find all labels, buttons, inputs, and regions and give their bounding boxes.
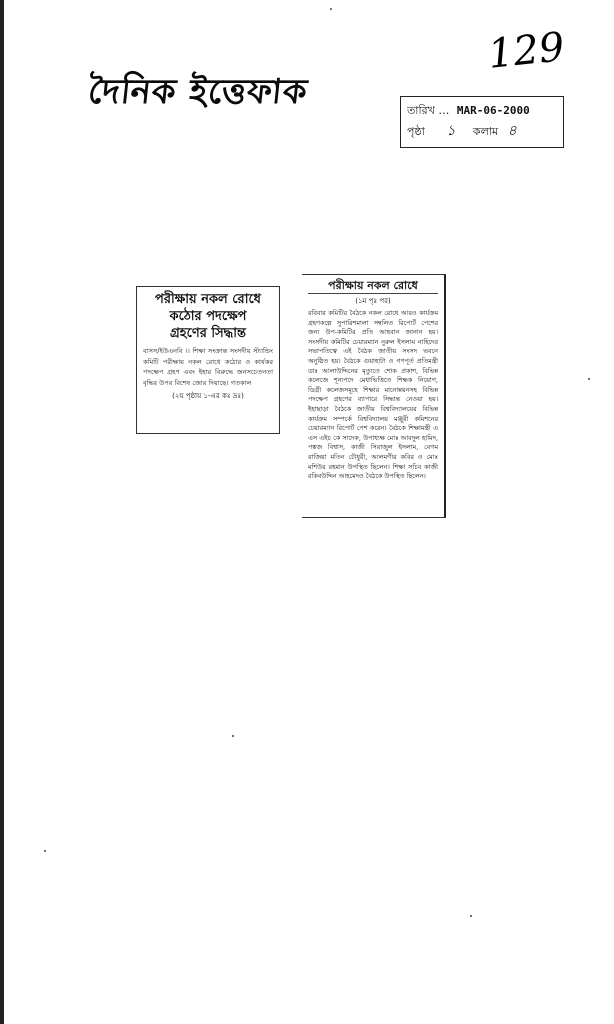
newspaper-masthead: দৈনিক ইত্তেফাক bbox=[86, 72, 310, 112]
stamp-page-row bbox=[407, 121, 557, 142]
stamp-column-value: ৪ bbox=[507, 123, 517, 139]
clipping-headline: পরীক্ষায় নকল রোধে কঠোর পদক্ষেপ গ্রহণের সিদ্ধান্ত bbox=[155, 292, 261, 341]
stamp-date-row: তারিখ … MAR-06-2000 bbox=[407, 104, 530, 117]
news-clipping-front bbox=[136, 286, 280, 434]
clipping-headline: পরীক্ষায় নকল রোধে bbox=[308, 279, 438, 294]
handwritten-page-number: 129 bbox=[485, 24, 567, 78]
clipping-continuation: (২য় পৃষ্ঠায় ১-এর কঃ দ্রঃ) bbox=[172, 392, 244, 401]
scan-speck bbox=[44, 850, 46, 852]
scan-edge bbox=[0, 0, 4, 1024]
scan-speck bbox=[232, 735, 234, 737]
stamp-date-label: তারিখ bbox=[407, 104, 435, 117]
clipping-subhead: (১ম পৃঃ পর) bbox=[355, 297, 391, 305]
archive-stamp bbox=[400, 96, 564, 148]
stamp-page-value: ১ bbox=[446, 123, 456, 139]
scan-speck bbox=[330, 8, 332, 10]
stamp-page-label: পৃষ্ঠা bbox=[407, 125, 425, 138]
scan-speck bbox=[588, 378, 590, 380]
clipping-body: রবিবার কমিটির বৈঠকে নকল রোধে আরও কার্যক্রম গ্রহণকল্পে সুপারিশমালা সম্বলিত রিপোর্ট পেশের জন্য উপ-কমিটির প্রতি আহবান জানান হয়। সংসদীয় কমিটির চেয়ারম্যান নুরুল ইসলাম নাহিদের সভাপতিত্বে এই বৈঠক জাতীয় সংসদ ভবনে অনুষ্ঠিত হয়। বৈঠকে গুয়াহাটা ও গণপূর্ত প্রতিমন্ত্রী ডাঃ আলাউদ্দিনের মৃত্যুতে শোক প্রকাশ, বিভিন্ন কলেজে শূন্যপদে মেধাভিত্তিতে শিক্ষক নিয়োগ, ডিগ্রী কলেজসমূহে শিক্ষার মানোন্নয়নসহ বিভিন্ন পদক্ষেপ গ্রহণের ব্যাপারে সিদ্ধান্ত নেওয়া হয়। ইহাছাড়া বৈঠকে জাতীয় বিশ্ববিদ্যালয়ের বিভিন্ন কার্যক্রম সম্পর্কে বিশ্ববিদ্যালয় মঞ্জুরী কমিশনের চেয়ারম্যান রিপোর্ট পেশ করেন। বৈঠকে শিক্ষামন্ত্রী এ এস এইচ কে সাদেক, উপাধ্যক্ষ মোঃ আবদুল হামিদ, পঙ্কজ বিশ্বাস, কাজী সিরাজুল ইসলাম, বেগম রাজিয়া মতিন চৌধুরী, আলমগীর কবির ও মোঃ মশিউর রহমান উপস্থিত ছিলেন। শিক্ষা সচিব কাজী রকিবউদ্দিন আহমেদও বৈঠকে উপস্থিত ছিলেন। bbox=[308, 309, 438, 481]
stamp-column-label: কলাম bbox=[472, 125, 499, 138]
scan-speck bbox=[470, 915, 472, 917]
news-clipping-continued bbox=[302, 274, 446, 518]
stamp-date-value: MAR-06-2000 bbox=[456, 104, 530, 117]
clipping-body: বাসস/ইউএনবি ।। শিক্ষা সংক্রান্ত সংসদীয় স্ট্যান্ডিং কমিটি পরীক্ষায় নকল রোধে কঠোর ও কার্যকর পদক্ষেপ গ্রহণ এবং ইহার বিরুদ্ধে জনসচেতনতা বৃদ্ধির উপর বিশেষ জোর দিয়াছে। গতকাল bbox=[143, 347, 273, 387]
